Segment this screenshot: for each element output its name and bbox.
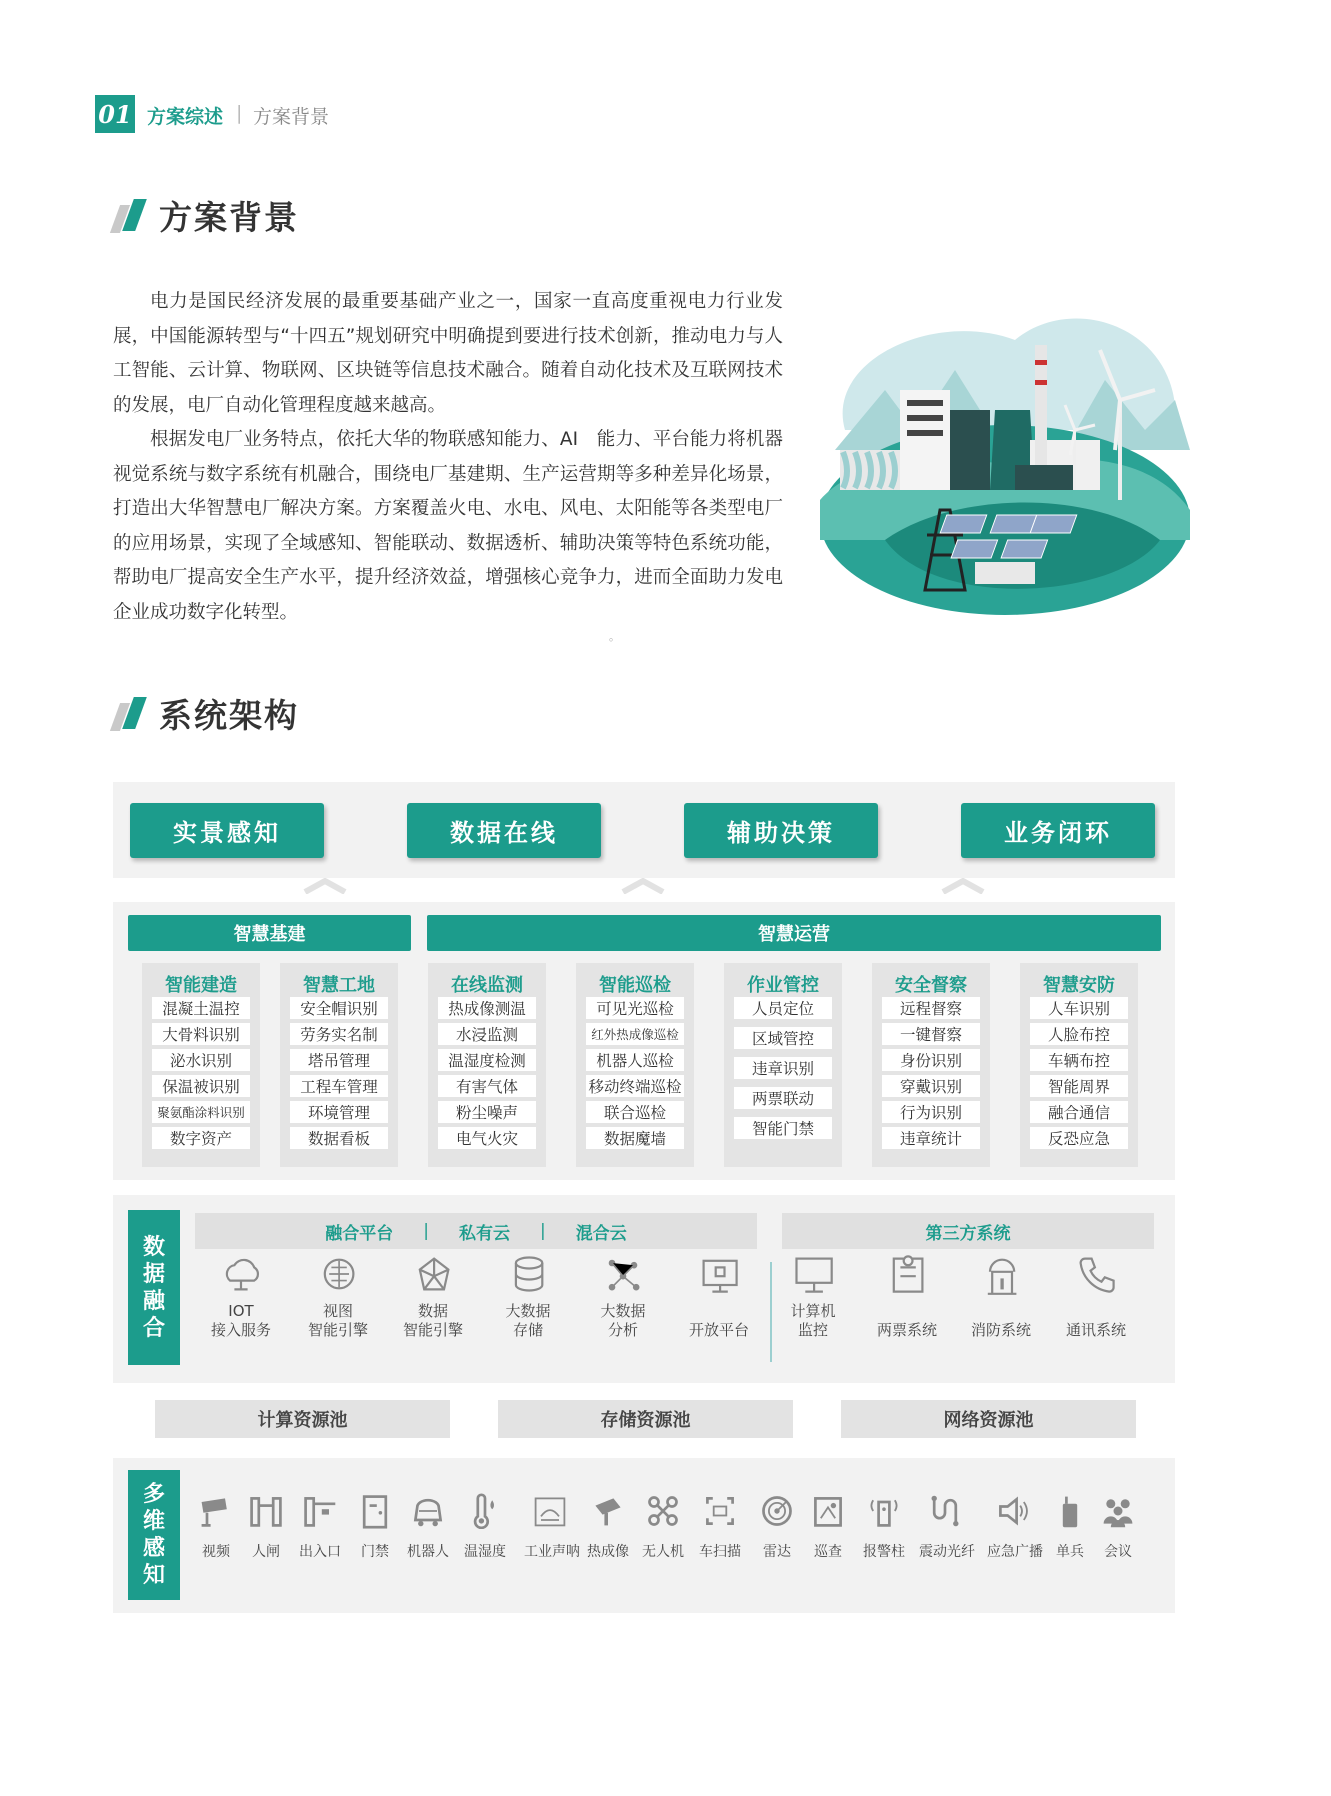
stray-dot: 。 [609,630,620,643]
column-item: 违章统计 [882,1127,980,1149]
computer-monitor-icon [770,1252,856,1296]
platform-bar [195,1213,757,1249]
column-item: 混凝土温控 [152,997,250,1019]
paragraph-1: 电力是国民经济发展的最重要基础产业之一，国家一直高度重视电力行业发展，中国能源转型与“十四五”规划研究中明确提到要进行技术创新，推动电力与人工智能、云计算、物联网、区块链等信息技术融合。随着自动化技术及互联网技术的发展，电厂自动化管理程度越来越高。 [113,291,783,416]
column-item: 违章识别 [734,1057,832,1079]
service-column [724,963,842,1167]
chevron-up-icon [300,878,350,894]
column-item: 保温被识别 [152,1075,250,1097]
column-item: 聚氨酯涂料识别 [152,1101,250,1123]
sensing-item [1092,1493,1144,1561]
sensing-item [919,1493,975,1561]
fusion-item [580,1252,666,1340]
robot-icon [402,1493,454,1529]
sensing-item [349,1493,401,1561]
sensing-item [190,1493,242,1561]
fusion-item [198,1252,284,1340]
column-item: 身份识别 [882,1049,980,1071]
top-button-2: 数据在线 [407,803,601,858]
header-separator: | [236,102,243,124]
fiber-icon [919,1493,971,1529]
bar-separator: | [423,1221,429,1241]
fusion-label-text: 数据融合 [142,1234,165,1341]
sensing-item [694,1493,746,1561]
column-item: 数字资产 [152,1127,250,1149]
fusion-item [390,1252,476,1340]
sensing-item-label: 热成像 [587,1544,629,1560]
fusion-item [676,1252,762,1340]
radio-icon [1044,1493,1096,1529]
platform-hybrid-cloud: 混合云 [575,1223,627,1244]
service-column [142,963,260,1167]
fusion-item [958,1252,1044,1340]
sensing-label [128,1470,180,1600]
ticket-icon [864,1252,950,1296]
sensing-item [459,1493,511,1561]
column-title: 作业管控 [747,975,819,996]
scanner-icon [694,1493,746,1529]
column-item: 有害气体 [438,1075,536,1097]
column-item: 劳务实名制 [290,1023,388,1045]
phone-icon [1053,1252,1139,1296]
pool-storage: 存储资源池 [498,1400,793,1438]
sensing-item [987,1493,1043,1561]
patrol-icon [802,1493,854,1529]
fusion-item [485,1252,571,1340]
sensing-item-label: 出入口 [299,1544,341,1560]
section-heading-architecture [113,690,299,737]
top-button-1: 实景感知 [130,803,324,858]
sensing-item [802,1493,854,1561]
radar-icon [751,1493,803,1529]
chevron-up-icon [618,878,668,894]
top-button-4: 业务闭环 [961,803,1155,858]
fusion-item-label: 大数据 存储 [505,1302,551,1339]
column-item: 热成像测温 [438,997,536,1019]
sensing-item-label: 人闸 [252,1544,280,1560]
fusion-item-label: 数据 智能引擎 [402,1302,463,1339]
sensing-item [240,1493,292,1561]
sensing-item-label: 报警柱 [863,1544,905,1560]
database-icon [485,1252,571,1296]
column-item: 数据魔墙 [586,1127,684,1149]
sensing-item-label: 无人机 [642,1544,684,1560]
thermal-camera-icon [582,1493,634,1529]
column-item: 两票联动 [734,1087,832,1109]
column-item: 可见光巡检 [586,997,684,1019]
column-item: 温湿度检测 [438,1049,536,1071]
column-title: 在线监测 [451,975,523,996]
alarm-post-icon [858,1493,910,1529]
analysis-icon [580,1252,666,1296]
fusion-item-label: IOT 接入服务 [210,1302,271,1339]
group-bar-operation: 智慧运营 [427,915,1161,951]
column-item: 联合巡检 [586,1101,684,1123]
bar-separator: | [540,1221,546,1241]
sensing-item [858,1493,910,1561]
column-item: 一键督察 [882,1023,980,1045]
door-icon [349,1493,401,1529]
sensing-item-label: 视频 [202,1544,230,1560]
service-column [1020,963,1138,1167]
section-title: 系统架构 [159,696,299,735]
service-column [576,963,694,1167]
column-item: 智能门禁 [734,1117,832,1139]
column-item: 移动终端巡检 [586,1075,684,1097]
video-brain-icon [295,1252,381,1296]
fire-system-icon [958,1252,1044,1296]
column-title: 安全督察 [895,975,967,996]
column-item: 塔吊管理 [290,1049,388,1071]
column-item: 水浸监测 [438,1023,536,1045]
open-platform-icon [676,1252,762,1296]
sensing-item [1044,1493,1096,1561]
column-item: 安全帽识别 [290,997,388,1019]
sensing-item [751,1493,803,1561]
service-column [280,963,398,1167]
fusion-item-label: 通讯系统 [1065,1321,1126,1339]
top-button-3: 辅助决策 [684,803,878,858]
fusion-item-label: 大数据 分析 [600,1302,646,1339]
column-title: 智能巡检 [599,975,671,996]
sensing-item-label: 车扫描 [699,1544,741,1560]
column-title: 智慧安防 [1043,975,1115,996]
pool-compute: 计算资源池 [155,1400,450,1438]
column-item: 环境管理 [290,1101,388,1123]
sensing-item-label: 工业声呐 [524,1544,580,1560]
column-item: 车辆布控 [1030,1049,1128,1071]
column-item: 大骨料识别 [152,1023,250,1045]
gate-icon [240,1493,292,1529]
pool-network: 网络资源池 [841,1400,1136,1438]
column-item: 机器人巡检 [586,1049,684,1071]
sensing-item [637,1493,689,1561]
sensing-item-label: 巡查 [814,1544,842,1560]
sensing-item [402,1493,454,1561]
chapter-title: 方案综述 [147,106,224,128]
column-item: 工程车管理 [290,1075,388,1097]
drone-icon [637,1493,689,1529]
fusion-item [1053,1252,1139,1340]
speaker-icon [987,1493,1039,1529]
thermometer-icon [459,1493,511,1529]
group-bar-infrastructure: 智慧基建 [128,915,411,951]
fusion-label [128,1210,180,1365]
fusion-item-label: 计算机 监控 [790,1302,836,1339]
column-item: 粉尘噪声 [438,1101,536,1123]
column-item: 泌水识别 [152,1049,250,1071]
fusion-item-label: 消防系统 [970,1321,1031,1339]
sensing-item [582,1493,634,1561]
column-item: 穿戴识别 [882,1075,980,1097]
sensing-label-text: 多维感知 [142,1482,165,1588]
fusion-item [770,1252,856,1340]
slash-mark-icon [113,199,153,233]
column-item: 远程督察 [882,997,980,1019]
sensing-item-label: 雷达 [763,1544,791,1560]
sensing-item-label: 应急广播 [987,1544,1043,1560]
column-item: 智能周界 [1030,1075,1128,1097]
platform-private-cloud: 私有云 [459,1223,510,1244]
iot-cloud-icon [198,1252,284,1296]
column-item: 区域管控 [734,1027,832,1049]
acoustic-icon [524,1493,576,1529]
sensing-item-label: 会议 [1104,1544,1132,1560]
sensing-item-label: 温湿度 [464,1544,506,1560]
column-item: 电气火灾 [438,1127,536,1149]
sensing-item-label: 震动光纤 [919,1544,975,1560]
camera-icon [190,1493,242,1529]
sensing-item-label: 门禁 [361,1544,389,1560]
section-title: 方案背景 [159,198,299,237]
service-column [872,963,990,1167]
barrier-icon [294,1493,346,1529]
chevron-up-icon [938,878,988,894]
paragraph-2: 根据发电厂业务特点，依托大华的物联感知能力、AI 能力、平台能力将机器视觉系统与数字系统有机融合，围绕电厂基建期、生产运营期等多种差异化场景，打造出大华智慧电厂解决方案。方案覆盖火电、水电、风电、太阳能等各类型电厂的应用场景，实现了全域感知、智能联动、数据透析、辅助决策等特色系统功能，帮助电厂提高安全生产水平，提升经济效益，增强核心竞争力，进而全面助力发电企业成功数字化转型。 [113,429,783,623]
fusion-item-label: 两票系统 [876,1321,937,1339]
sensing-item [524,1493,580,1561]
sensing-item [294,1493,346,1561]
fusion-item [295,1252,381,1340]
column-item: 行为识别 [882,1101,980,1123]
chapter-number: 01 [95,95,135,133]
column-title: 智能建造 [165,975,237,996]
column-item: 红外热成像巡检 [586,1023,684,1045]
column-item: 数据看板 [290,1127,388,1149]
platform-fusion: 融合平台 [325,1223,394,1244]
chapter-subtitle: 方案背景 [253,106,330,128]
background-text [113,285,783,630]
sensing-item-label: 单兵 [1056,1544,1084,1560]
meeting-icon [1092,1493,1144,1529]
network-node-icon [390,1252,476,1296]
fusion-item-label: 开放平台 [688,1321,749,1339]
service-column [428,963,546,1167]
slash-mark-icon [113,697,153,731]
column-item: 融合通信 [1030,1101,1128,1123]
column-title: 智慧工地 [303,975,375,996]
column-item: 人员定位 [734,997,832,1019]
column-item: 人脸布控 [1030,1023,1128,1045]
fusion-item-label: 视图 智能引擎 [307,1302,368,1339]
fusion-item [864,1252,950,1340]
power-plant-illustration [815,300,1195,620]
third-party-bar: 第三方系统 [782,1213,1154,1249]
column-item: 反恐应急 [1030,1127,1128,1149]
section-heading-background [113,192,299,239]
sensing-item-label: 机器人 [407,1544,449,1560]
column-item: 人车识别 [1030,997,1128,1019]
